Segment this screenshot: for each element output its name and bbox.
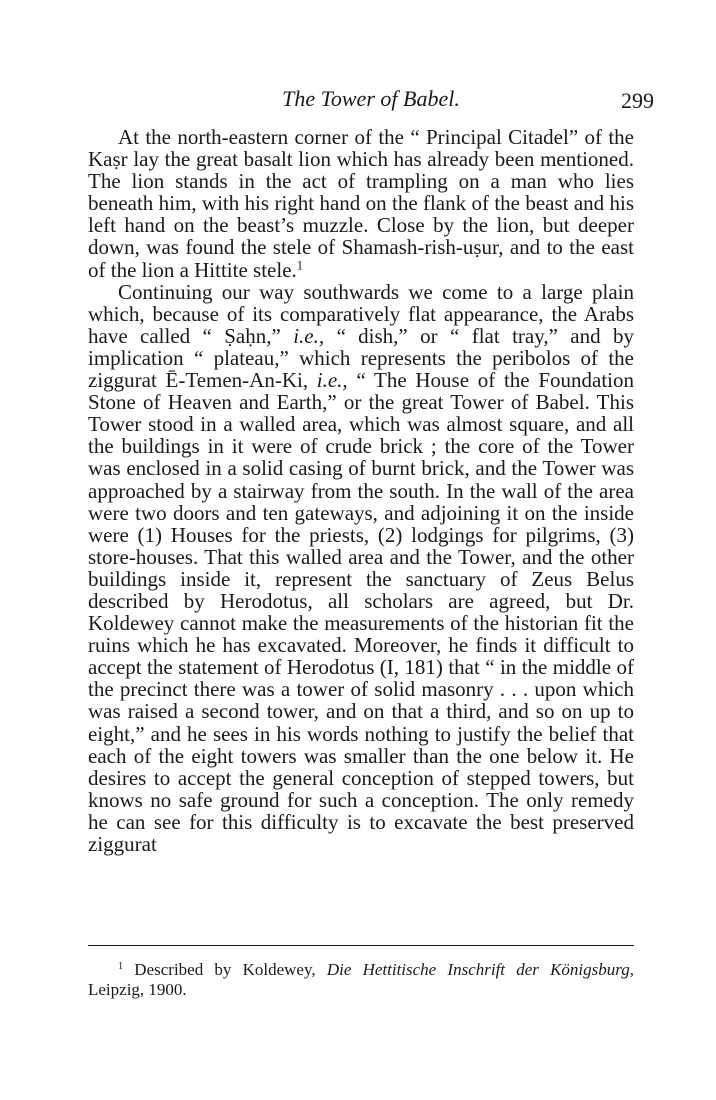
italic-abbreviation: i.e., (316, 368, 348, 393)
book-title: Die Hettitische Inschrift der Königsburg, (326, 960, 634, 979)
text-run: At the north-eastern corner of the “ Principal Citadel” of the Kaṣr lay the great basalt lion which has already been mentioned. The lion stands in the act of trampling on a man who lies beneath him, with his right hand on the flank of the beast and his left hand on the beast’s muzzle. Close by the lion, but deeper down, was found the stele of Shamash-rish-uṣur, and to the east of the lion a Hittite stele. (88, 125, 634, 282)
footnote (88, 960, 634, 1000)
body-text (88, 126, 634, 855)
text-run: “ dish,” or “ flat tray,” and by implication “ plateau,” which represents the peribolos of the ziggurat Ē-Temen-An-Ki, (88, 323, 634, 393)
paragraph-tower (88, 281, 634, 855)
footnote-reference: 1 (296, 258, 304, 273)
page-number: 299 (621, 88, 654, 113)
footnote-marker: 1 (118, 960, 124, 972)
running-title: The Tower of Babel. (282, 86, 460, 111)
footnote-divider (88, 945, 634, 946)
text-run: “ The House of the Foundation Stone of Heaven and Earth,” or the great Tower of Babel. This Tower stood in a walled area, which was almost square, and all the buildings in it were of crude brick ; the core of the Tower was enclosed in a solid casing of burnt brick, and the Tower was approached by a stairway from the south. In the wall of the area were two doors and ten gateways, and adjoining it on the inside were (1) Houses for the priests, (2) lodgings for pilgrims, (3) store-houses. That this walled area and the Tower, and the other buildings inside it, represent the sanctuary of Zeus Belus described by Herodotus, all scholars are agreed, but Dr. Koldewey cannot make the measurements of the historian fit the ruins which he has excavated. Moreover, he finds it difficult to accept the statement of Herodotus (I, 181) that “ in the middle of the precinct there was a tower of solid masonry . . . upon which was raised a second tower, and on that a third, and so on up to eight,” and he sees in his words nothing to justify the belief that each of the eight towers was smaller than the one below it. He desires to accept the general conception of stepped towers, but knows no safe ground for such a conception. The only remedy he can see for this difficulty is to excavate the best preserved ziggurat (88, 368, 634, 856)
paragraph-lion (88, 126, 634, 281)
page-header (88, 84, 654, 114)
italic-abbreviation: i.e., (293, 323, 325, 348)
text-run: Continuing our way southwards we come to a large plain which, because of its comparatively flat appearance, the Arabs have called “ Ṣaḥn,” (88, 279, 634, 348)
text-run: Described by Koldewey, (123, 960, 327, 979)
text-run: Leipzig, 1900. (88, 980, 187, 999)
